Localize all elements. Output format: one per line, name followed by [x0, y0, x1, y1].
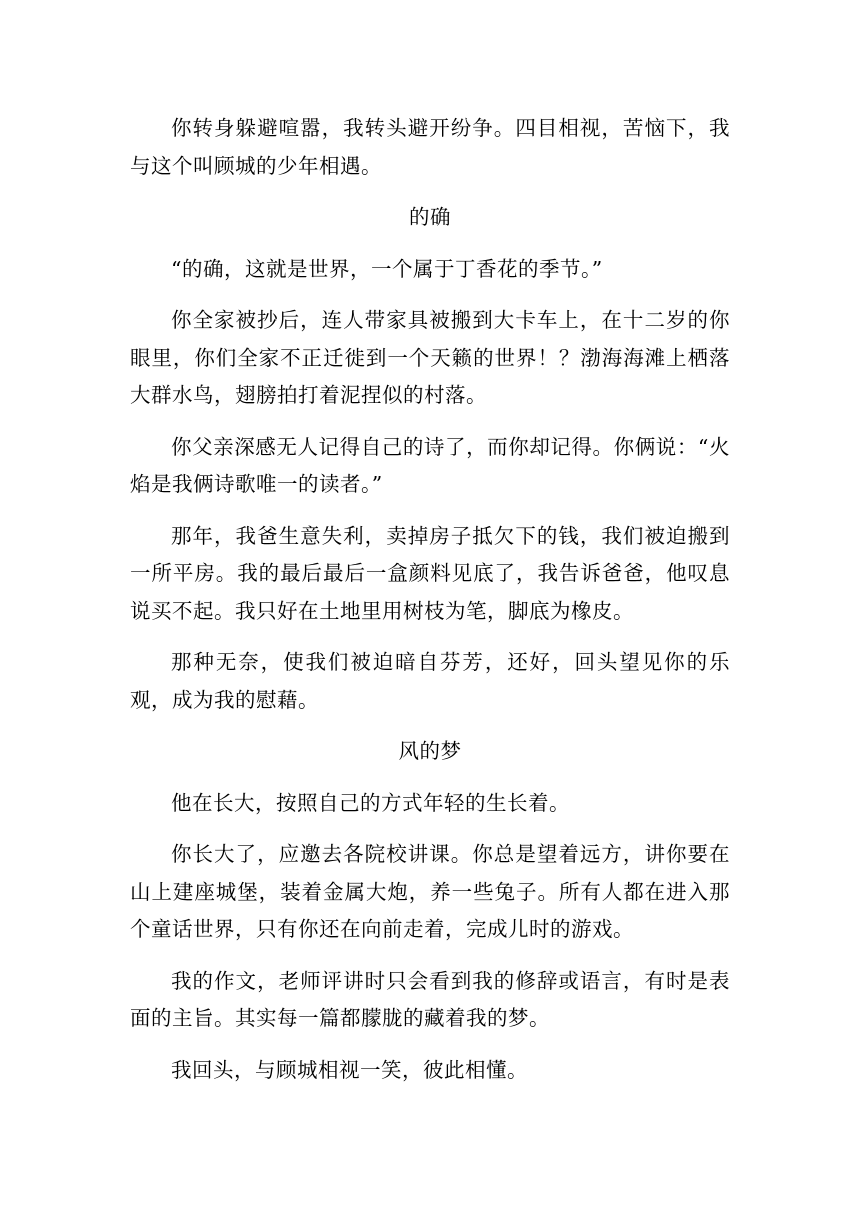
paragraph-7: 他在长大，按照自己的方式年轻的生长着。	[171, 790, 570, 815]
paragraph-3: 你全家被抄后，连人带家具被搬到大卡车上，在十二岁的你眼里，你们全家不正迁徙到一个天籁的世界！？渤海海滩上栖落大群水鸟，翅膀拍打着泥捏似的村落。	[130, 308, 730, 407]
paragraph-6: 那种无奈，使我们被迫暗自芬芳，还好，回头望见你的乐观，成为我的慰藉。	[130, 650, 730, 712]
paragraph-1: 你转身躲避喧嚣，我转头避开纷争。四目相视，苦恼下，我与这个叫顾城的少年相遇。	[130, 116, 730, 178]
section-heading-1: 的确	[409, 205, 451, 229]
document-page	[130, 110, 730, 1103]
paragraph-8: 你长大了，应邀去各院校讲课。你总是望着远方，讲你要在山上建座城堡，装着金属大炮，养一些兔子。所有人都在进入那个童话世界，只有你还在向前走着，完成儿时的游戏。	[130, 842, 730, 941]
paragraph-4: 你父亲深感无人记得自己的诗了，而你却记得。你俩说：“火焰是我俩诗歌唯一的读者。”	[130, 434, 730, 496]
paragraph-9: 我的作文，老师评讲时只会看到我的修辞或语言，有时是表面的主旨。其实每一篇都朦胧的藏着我的梦。	[130, 968, 730, 1030]
paragraph-2: “的确，这就是世界，一个属于丁香花的季节。”	[171, 256, 603, 281]
paragraph-5: 那年，我爸生意失利，卖掉房子抵欠下的钱，我们被迫搬到一所平房。我的最后最后一盒颜料见底了，我告诉爸爸，他叹息说买不起。我只好在土地里用树枝为笔，脚底为橡皮。	[130, 523, 730, 623]
section-heading-2: 风的梦	[398, 739, 462, 763]
paragraph-10: 我回头，与顾城相视一笑，彼此相懂。	[171, 1057, 528, 1082]
